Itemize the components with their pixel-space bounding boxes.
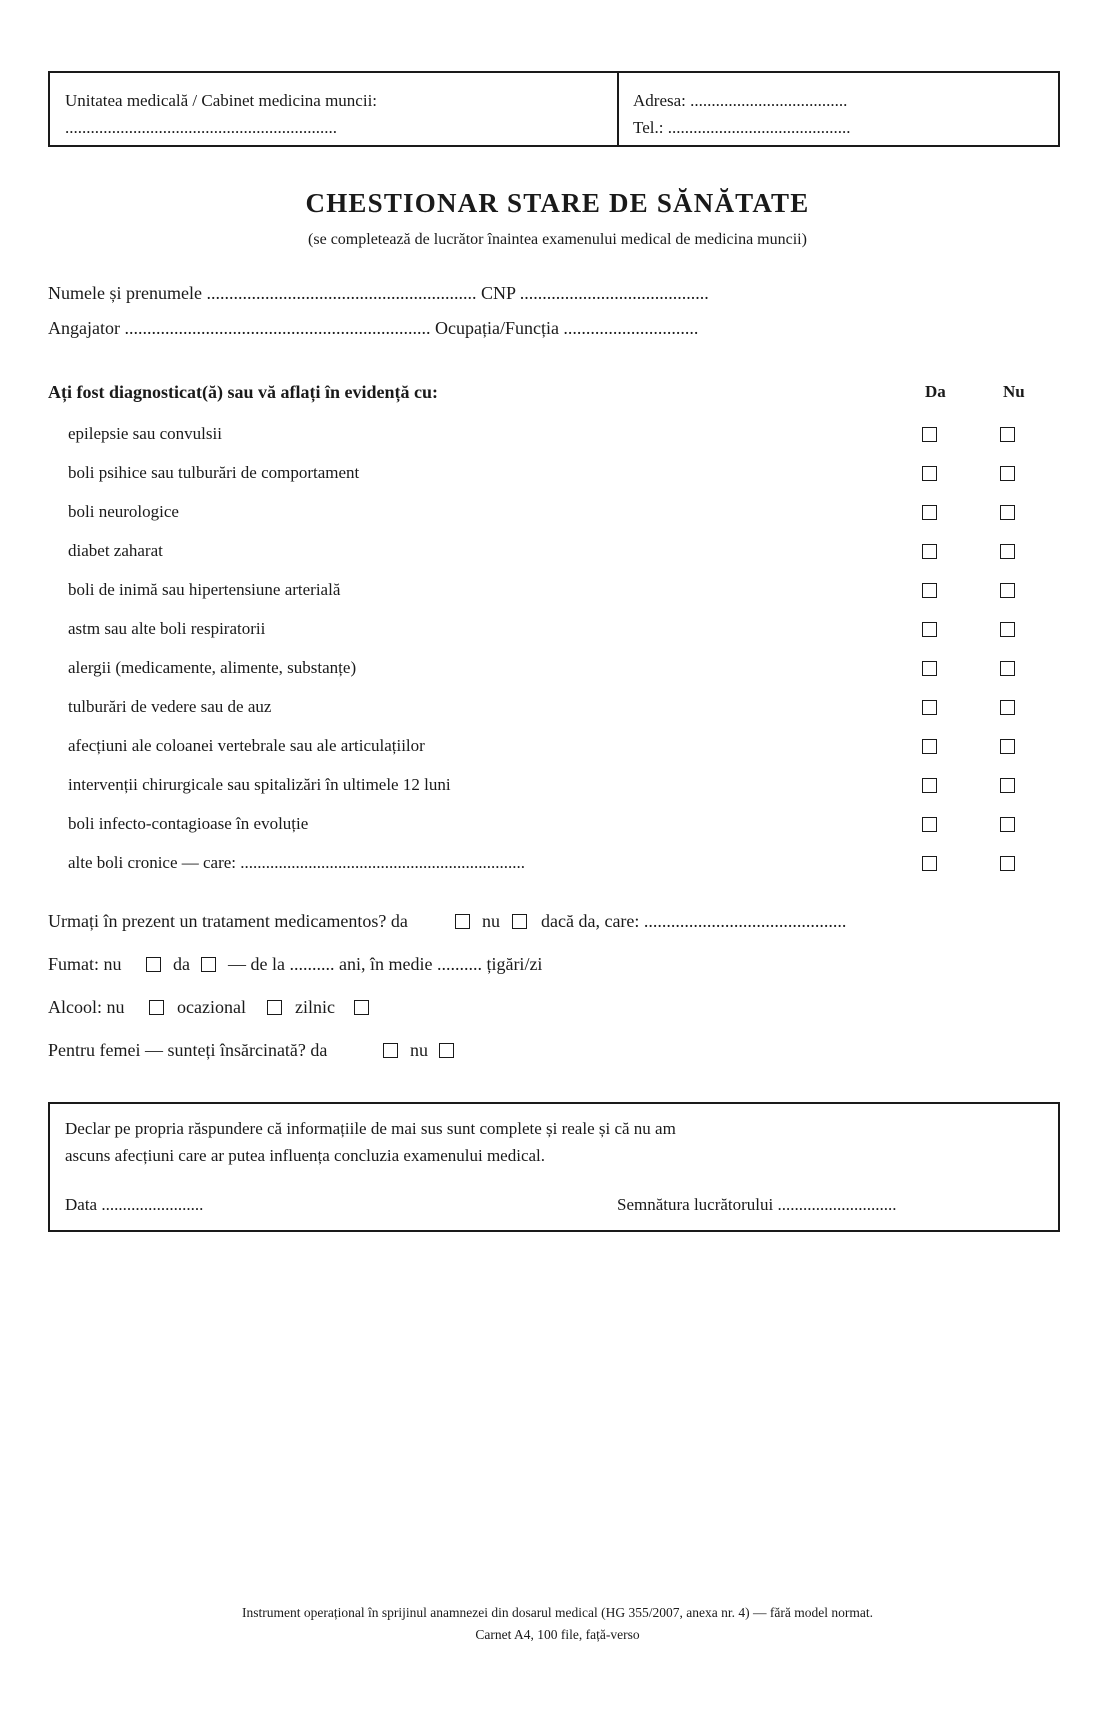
form-subtitle: (se completează de lucrător înaintea examenului medical de medicina muncii) xyxy=(308,231,807,248)
condition-label: epilepsie sau convulsii xyxy=(68,424,222,443)
footer-note: Instrument operațional în sprijinul anamnezei din dosarul medical (HG 355/2007, anexa nr. 4) — fără model normat. xyxy=(242,1605,873,1620)
condition-label: diabet zaharat xyxy=(68,541,163,560)
condition-no-checkbox[interactable] xyxy=(1000,856,1015,871)
condition-no-checkbox[interactable] xyxy=(1000,427,1015,442)
declaration-text-line1: Declar pe propria răspundere că informațiile de mai sus sunt complete și reale și că nu am xyxy=(65,1119,676,1138)
condition-yes-checkbox[interactable] xyxy=(922,505,937,520)
smoking-yes-label: da xyxy=(173,954,190,974)
address-field[interactable]: Adresa: ..................................... xyxy=(633,91,848,110)
condition-no-checkbox[interactable] xyxy=(1000,505,1015,520)
condition-no-checkbox[interactable] xyxy=(1000,583,1015,598)
condition-yes-checkbox[interactable] xyxy=(922,661,937,676)
header-box xyxy=(48,71,1060,147)
smoking-question: Fumat: nu xyxy=(48,954,122,974)
condition-no-checkbox[interactable] xyxy=(1000,700,1015,715)
condition-label-other[interactable]: alte boli cronice — care: ................................................................... xyxy=(68,853,526,872)
signature-field[interactable]: Semnătura lucrătorului ............................ xyxy=(617,1195,897,1214)
condition-yes-checkbox[interactable] xyxy=(922,856,937,871)
condition-yes-checkbox[interactable] xyxy=(922,544,937,559)
condition-no-checkbox[interactable] xyxy=(1000,661,1015,676)
medical-unit-field[interactable]: ................................................................ xyxy=(65,118,337,137)
condition-label: boli infecto-contagioase în evoluție xyxy=(68,814,309,833)
treatment-no-checkbox[interactable] xyxy=(512,914,527,929)
declaration-text-line2: ascuns afecțiuni care ar putea influența concluzia examenului medical. xyxy=(65,1146,546,1165)
alcohol-occasional-label: ocazional xyxy=(177,997,246,1017)
condition-label: astm sau alte boli respiratorii xyxy=(68,619,266,638)
condition-label: alergii (medicamente, alimente, substanțe) xyxy=(68,658,357,677)
column-yes-header: Da xyxy=(925,382,946,401)
treatment-which-field[interactable]: dacă da, care: ............................................. xyxy=(541,911,847,931)
condition-label: afecțiuni ale coloanei vertebrale sau ale articulațiilor xyxy=(68,736,425,755)
condition-yes-checkbox[interactable] xyxy=(922,622,937,637)
smoking-no-checkbox[interactable] xyxy=(146,957,161,972)
condition-no-checkbox[interactable] xyxy=(1000,622,1015,637)
name-cnp-line[interactable]: Numele și prenumele ............................................................ CNP .......................................... xyxy=(48,283,709,303)
condition-label: tulburări de vedere sau de auz xyxy=(68,697,272,716)
form-title: CHESTIONAR STARE DE SĂNĂTATE xyxy=(305,188,810,218)
footer-format: Carnet A4, 100 file, față-verso xyxy=(475,1627,640,1642)
conditions-heading: Ați fost diagnosticat(ă) sau vă aflați în evidență cu: xyxy=(48,382,438,402)
condition-label: boli de inimă sau hipertensiune arterială xyxy=(68,580,341,599)
condition-no-checkbox[interactable] xyxy=(1000,544,1015,559)
column-no-header: Nu xyxy=(1003,382,1025,401)
condition-label: boli psihice sau tulburări de comportament xyxy=(68,463,360,482)
date-field[interactable]: Data ........................ xyxy=(65,1195,204,1214)
treatment-no-label: nu xyxy=(482,911,500,931)
condition-yes-checkbox[interactable] xyxy=(922,583,937,598)
condition-no-checkbox[interactable] xyxy=(1000,817,1015,832)
condition-yes-checkbox[interactable] xyxy=(922,778,937,793)
alcohol-daily-label: zilnic xyxy=(295,997,335,1017)
condition-no-checkbox[interactable] xyxy=(1000,778,1015,793)
treatment-question: Urmați în prezent un tratament medicamentos? da xyxy=(48,911,408,931)
condition-yes-checkbox[interactable] xyxy=(922,739,937,754)
phone-field[interactable]: Tel.: ........................................... xyxy=(633,118,851,137)
condition-label: boli neurologice xyxy=(68,502,179,521)
pregnancy-yes-checkbox[interactable] xyxy=(383,1043,398,1058)
condition-label: intervenții chirurgicale sau spitalizări în ultimele 12 luni xyxy=(68,775,451,794)
condition-no-checkbox[interactable] xyxy=(1000,739,1015,754)
alcohol-daily-checkbox[interactable] xyxy=(354,1000,369,1015)
condition-yes-checkbox[interactable] xyxy=(922,700,937,715)
header-divider xyxy=(617,73,619,145)
smoking-detail-field[interactable]: — de la .......... ani, în medie .......... țigări/zi xyxy=(228,954,543,974)
declaration-box xyxy=(48,1102,1060,1232)
alcohol-question: Alcool: nu xyxy=(48,997,125,1017)
employer-occupation-line[interactable]: Angajator .................................................................... Ocupația/Funcția .............................. xyxy=(48,318,699,338)
medical-unit-label: Unitatea medicală / Cabinet medicina muncii: xyxy=(65,91,378,110)
pregnancy-no-label: nu xyxy=(410,1040,428,1060)
condition-yes-checkbox[interactable] xyxy=(922,466,937,481)
pregnancy-question: Pentru femei — sunteți însărcinată? da xyxy=(48,1040,328,1060)
alcohol-no-checkbox[interactable] xyxy=(149,1000,164,1015)
pregnancy-no-checkbox[interactable] xyxy=(439,1043,454,1058)
smoking-yes-checkbox[interactable] xyxy=(201,957,216,972)
condition-no-checkbox[interactable] xyxy=(1000,466,1015,481)
alcohol-occasional-checkbox[interactable] xyxy=(267,1000,282,1015)
treatment-yes-checkbox[interactable] xyxy=(455,914,470,929)
condition-yes-checkbox[interactable] xyxy=(922,427,937,442)
condition-yes-checkbox[interactable] xyxy=(922,817,937,832)
